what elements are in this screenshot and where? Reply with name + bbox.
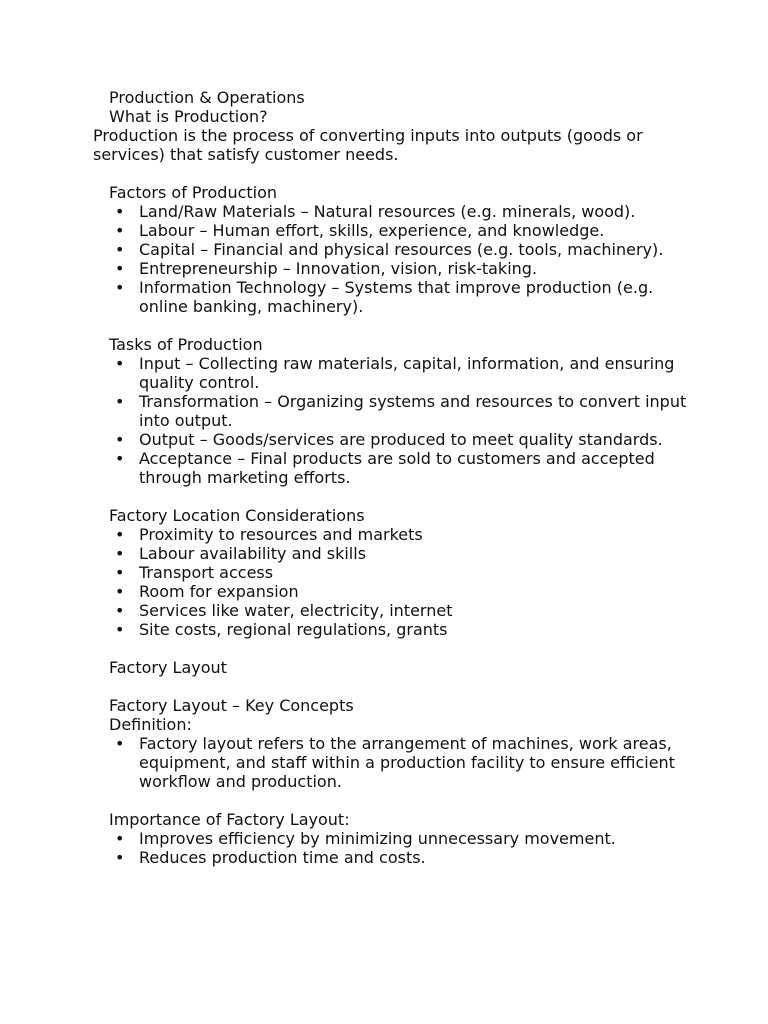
bullet-icon: • xyxy=(115,430,125,449)
section-subtitle: What is Production? xyxy=(109,107,268,126)
tasks-heading-line xyxy=(93,335,693,354)
list-item xyxy=(93,202,693,221)
bullet-icon: • xyxy=(115,734,125,753)
list-item xyxy=(93,259,693,278)
bullet-icon: • xyxy=(115,202,125,221)
intro-paragraph: Production is the process of converting inputs into outputs (goods or services) that satisfy customer needs. xyxy=(93,126,643,164)
list-item xyxy=(93,278,693,316)
list-item-text: Proximity to resources and markets xyxy=(139,525,423,544)
importance-list xyxy=(93,829,693,867)
list-item-text: Services like water, electricity, internet xyxy=(139,601,453,620)
tasks-heading: Tasks of Production xyxy=(109,335,263,354)
bullet-icon: • xyxy=(115,544,125,563)
list-item-text: Transport access xyxy=(139,563,274,582)
list-item xyxy=(93,392,693,430)
list-item xyxy=(93,582,693,601)
list-item-text: Site costs, regional regulations, grants xyxy=(139,620,448,639)
list-item-text: Transformation – Organizing systems and resources to convert input into output. xyxy=(139,392,687,430)
bullet-icon: • xyxy=(115,829,125,848)
list-item-text: Capital – Financial and physical resources (e.g. tools, machinery). xyxy=(139,240,664,259)
tasks-list xyxy=(93,354,693,487)
spacer xyxy=(93,487,693,506)
bullet-icon: • xyxy=(115,449,125,468)
list-item-text: Input – Collecting raw materials, capital, information, and ensuring quality control. xyxy=(139,354,675,392)
title-line xyxy=(93,88,693,107)
factors-list xyxy=(93,202,693,316)
spacer xyxy=(93,639,693,658)
bullet-icon: • xyxy=(115,525,125,544)
definition-heading: Definition: xyxy=(109,715,192,734)
list-item-text: Room for expansion xyxy=(139,582,299,601)
spacer xyxy=(93,677,693,696)
key-concepts-heading-line xyxy=(93,696,693,715)
document-page xyxy=(93,88,693,867)
bullet-icon: • xyxy=(115,259,125,278)
bullet-icon: • xyxy=(115,278,125,297)
list-item-text: Acceptance – Final products are sold to customers and accepted through marketing efforts. xyxy=(139,449,655,487)
list-item xyxy=(93,525,693,544)
bullet-icon: • xyxy=(115,563,125,582)
subtitle-line xyxy=(93,107,693,126)
list-item xyxy=(93,221,693,240)
bullet-icon: • xyxy=(115,354,125,373)
bullet-icon: • xyxy=(115,582,125,601)
spacer xyxy=(93,791,693,810)
list-item-text: Entrepreneurship – Innovation, vision, risk-taking. xyxy=(139,259,538,278)
list-item-text: Improves efficiency by minimizing unnecessary movement. xyxy=(139,829,616,848)
list-item xyxy=(93,354,693,392)
bullet-icon: • xyxy=(115,601,125,620)
list-item xyxy=(93,734,693,791)
list-item-text: Labour availability and skills xyxy=(139,544,367,563)
location-heading: Factory Location Considerations xyxy=(109,506,365,525)
layout-heading: Factory Layout xyxy=(109,658,227,677)
list-item xyxy=(93,449,693,487)
spacer xyxy=(93,316,693,335)
list-item xyxy=(93,430,693,449)
factors-heading-line xyxy=(93,183,693,202)
list-item xyxy=(93,620,693,639)
definition-heading-line xyxy=(93,715,693,734)
bullet-icon: • xyxy=(115,848,125,867)
document-title: Production & Operations xyxy=(109,88,305,107)
list-item-text: Output – Goods/services are produced to meet quality standards. xyxy=(139,430,663,449)
list-item xyxy=(93,563,693,582)
bullet-icon: • xyxy=(115,240,125,259)
key-concepts-heading: Factory Layout – Key Concepts xyxy=(109,696,354,715)
bullet-icon: • xyxy=(115,221,125,240)
list-item xyxy=(93,240,693,259)
list-item-text: Information Technology – Systems that improve production (e.g. online banking, machinery). xyxy=(139,278,654,316)
importance-heading: Importance of Factory Layout: xyxy=(109,810,350,829)
list-item xyxy=(93,848,693,867)
list-item-text: Reduces production time and costs. xyxy=(139,848,426,867)
bullet-icon: • xyxy=(115,620,125,639)
list-item xyxy=(93,544,693,563)
list-item-text: Factory layout refers to the arrangement of machines, work areas, equipment, and staff within a production facility to ensure efficient workflow and production. xyxy=(139,734,675,791)
factors-heading: Factors of Production xyxy=(109,183,278,202)
list-item-text: Labour – Human effort, skills, experience, and knowledge. xyxy=(139,221,605,240)
list-item-text: Land/Raw Materials – Natural resources (e.g. minerals, wood). xyxy=(139,202,636,221)
location-heading-line xyxy=(93,506,693,525)
list-item xyxy=(93,829,693,848)
layout-heading-line xyxy=(93,658,693,677)
list-item xyxy=(93,601,693,620)
location-list xyxy=(93,525,693,639)
bullet-icon: • xyxy=(115,392,125,411)
spacer xyxy=(93,164,693,183)
importance-heading-line xyxy=(93,810,693,829)
definition-list xyxy=(93,734,693,791)
